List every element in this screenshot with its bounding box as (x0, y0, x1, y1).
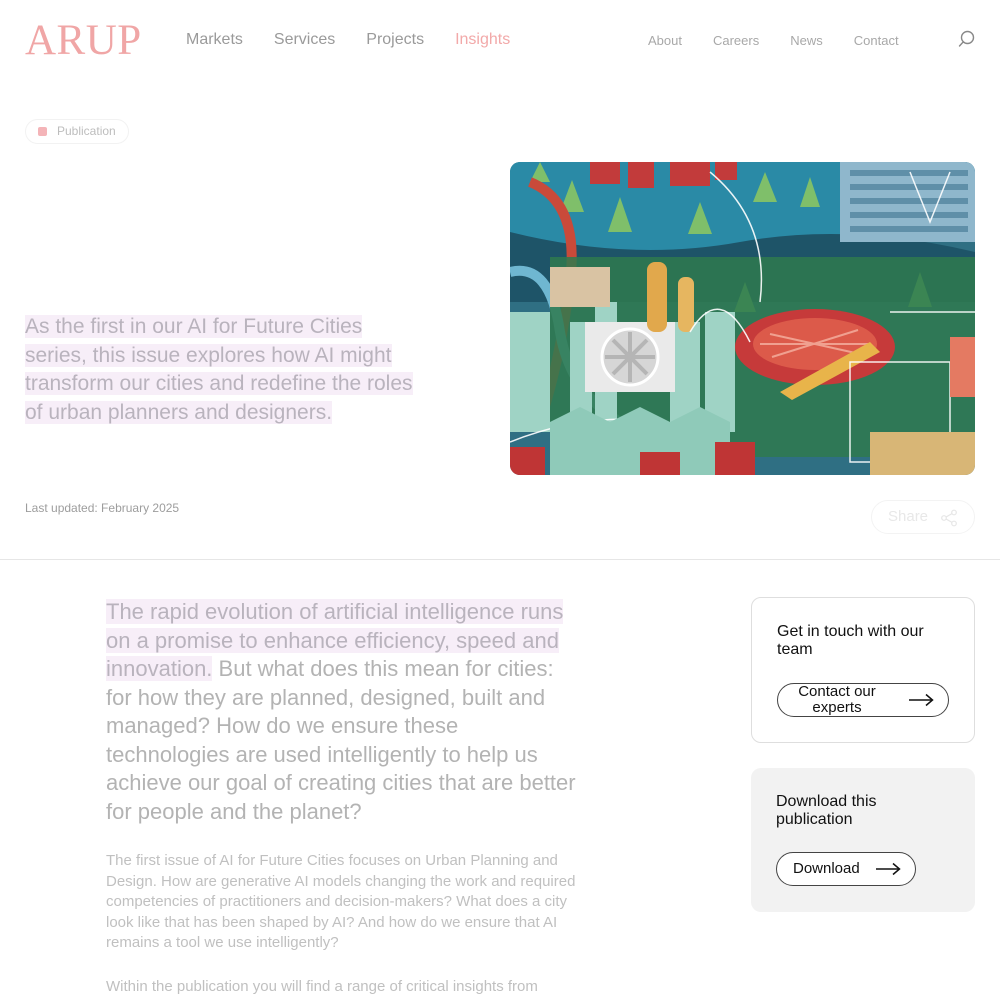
nav-careers[interactable]: Careers (712, 33, 760, 48)
last-updated: Last updated: February 2025 (25, 501, 180, 515)
nav-news[interactable]: News (790, 33, 823, 48)
main-nav (186, 31, 510, 49)
article-lead (106, 598, 576, 826)
article-paragraph-2: Within the publication you will find a range of critical insights from (106, 978, 538, 995)
section-divider (0, 559, 1000, 560)
download-card-title: Download this publication (776, 793, 877, 828)
tag-label: Publication (57, 124, 116, 138)
lead-rest: But what does this mean for cities: for how they are planned, designed, built and managed? How do we ensure these technologies are used intelligently to help us achieve our goal of creating cities that are better for people and the planet? (106, 656, 576, 824)
hero-intro (25, 313, 425, 427)
arrow-right-icon (875, 862, 901, 876)
download-button-label: Download (793, 860, 860, 877)
nav-about[interactable]: About (648, 33, 682, 48)
contact-button-label: Contact our experts (798, 683, 876, 716)
lead-highlight: The rapid evolution of artificial intelligence runs on a promise to enhance efficiency, speed and innovation. (106, 599, 564, 681)
share-label: Share (888, 508, 929, 525)
contact-experts-button[interactable] (777, 683, 949, 717)
article-paragraph-1: The first issue of AI for Future Cities focuses on Urban Planning and Design. How are generative AI models changing the work and required competencies of practitioners and decision-makers? What does a city look like that has been shaped by AI? And how do we ensure that AI remains a tool we use intelligently? (106, 852, 576, 951)
arup-logo[interactable]: ARUP (25, 17, 142, 64)
share-icon (940, 509, 958, 527)
contact-card-title: Get in touch with our team (777, 623, 924, 658)
nav-markets[interactable]: Markets (186, 31, 243, 48)
tag-dot-icon (38, 127, 47, 136)
nav-services[interactable]: Services (273, 31, 336, 48)
city-illustration-art (510, 162, 975, 475)
hero-intro-text: As the first in our AI for Future Cities series, this issue explores how AI might transform our cities and redefine the roles of urban planners and designers. (25, 315, 413, 424)
search-icon[interactable] (958, 30, 976, 48)
contact-card (751, 597, 975, 743)
download-card (751, 768, 975, 912)
download-button[interactable] (776, 852, 916, 886)
arrow-right-icon (908, 693, 934, 707)
hero-illustration (510, 162, 975, 475)
nav-contact[interactable]: Contact (853, 33, 899, 48)
publication-tag (25, 119, 129, 144)
secondary-nav (648, 33, 899, 48)
nav-projects[interactable]: Projects (366, 31, 425, 48)
share-button[interactable] (871, 500, 975, 534)
nav-insights[interactable]: Insights (455, 31, 511, 48)
